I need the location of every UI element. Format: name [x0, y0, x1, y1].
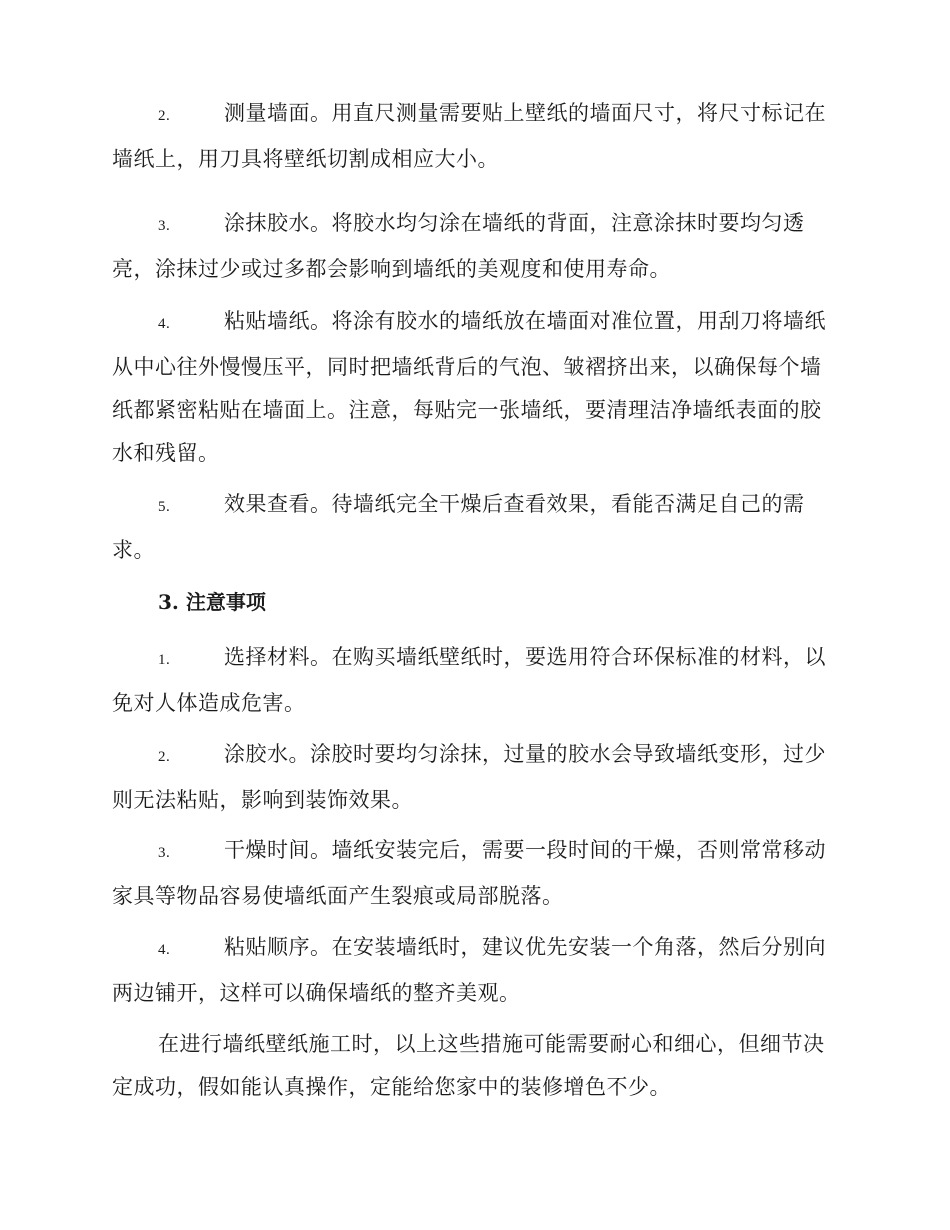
step-number: 2.	[158, 108, 171, 124]
note-number: 1.	[158, 652, 171, 668]
step-number: 5.	[158, 499, 171, 515]
note-2-paragraph	[112, 733, 832, 822]
step-number: 4.	[158, 316, 171, 332]
step-number: 3.	[158, 218, 171, 234]
closing-paragraph: 在进行墙纸壁纸施工时，以上这些措施可能需要耐心和细心，但细节决定成功，假如能认真操作，定能给您家中的装修增色不少。	[112, 1032, 825, 1099]
note-4-paragraph	[112, 926, 832, 1015]
step-text: 效果查看。待墙纸完全干燥后查看效果，看能否满足自己的需求。	[112, 492, 805, 562]
step-3-paragraph	[112, 202, 832, 291]
step-5-paragraph	[112, 483, 832, 572]
step-text: 测量墙面。用直尺测量需要贴上壁纸的墙面尺寸，将尺寸标记在墙纸上，用刀具将壁纸切割成相应大小。	[112, 101, 826, 171]
step-2-paragraph	[112, 92, 832, 181]
step-text: 涂抹胶水。将胶水均匀涂在墙纸的背面，注意涂抹时要均匀透亮，涂抹过少或过多都会影响到墙纸的美观度和使用寿命。	[112, 211, 805, 281]
note-1-paragraph	[112, 636, 832, 725]
note-text: 干燥时间。墙纸安装完后，需要一段时间的干燥，否则常常移动家具等物品容易使墙纸面产生裂痕或局部脱落。	[112, 838, 826, 908]
step-text: 粘贴墙纸。将涂有胶水的墙纸放在墙面对准位置，用刮刀将墙纸从中心往外慢慢压平，同时把墙纸背后的气泡、皱褶挤出来，以确保每个墙纸都紧密粘贴在墙面上。注意，每贴完一张墙纸，要清理洁净墙纸表面的胶水和残留。	[112, 309, 826, 465]
section-heading: 3. 注意事项	[158, 590, 266, 614]
note-number: 4.	[158, 942, 171, 958]
note-number: 3.	[158, 845, 171, 861]
note-3-paragraph	[112, 829, 832, 918]
note-text: 涂胶水。涂胶时要均匀涂抹，过量的胶水会导致墙纸变形，过少则无法粘贴，影响到装饰效果。	[112, 742, 826, 812]
step-4-paragraph	[112, 300, 832, 475]
note-number: 2.	[158, 749, 171, 765]
note-text: 选择材料。在购买墙纸壁纸时，要选用符合环保标准的材料，以免对人体造成危害。	[112, 645, 826, 715]
note-text: 粘贴顺序。在安装墙纸时，建议优先安装一个角落，然后分别向两边铺开，这样可以确保墙纸的整齐美观。	[112, 935, 826, 1005]
